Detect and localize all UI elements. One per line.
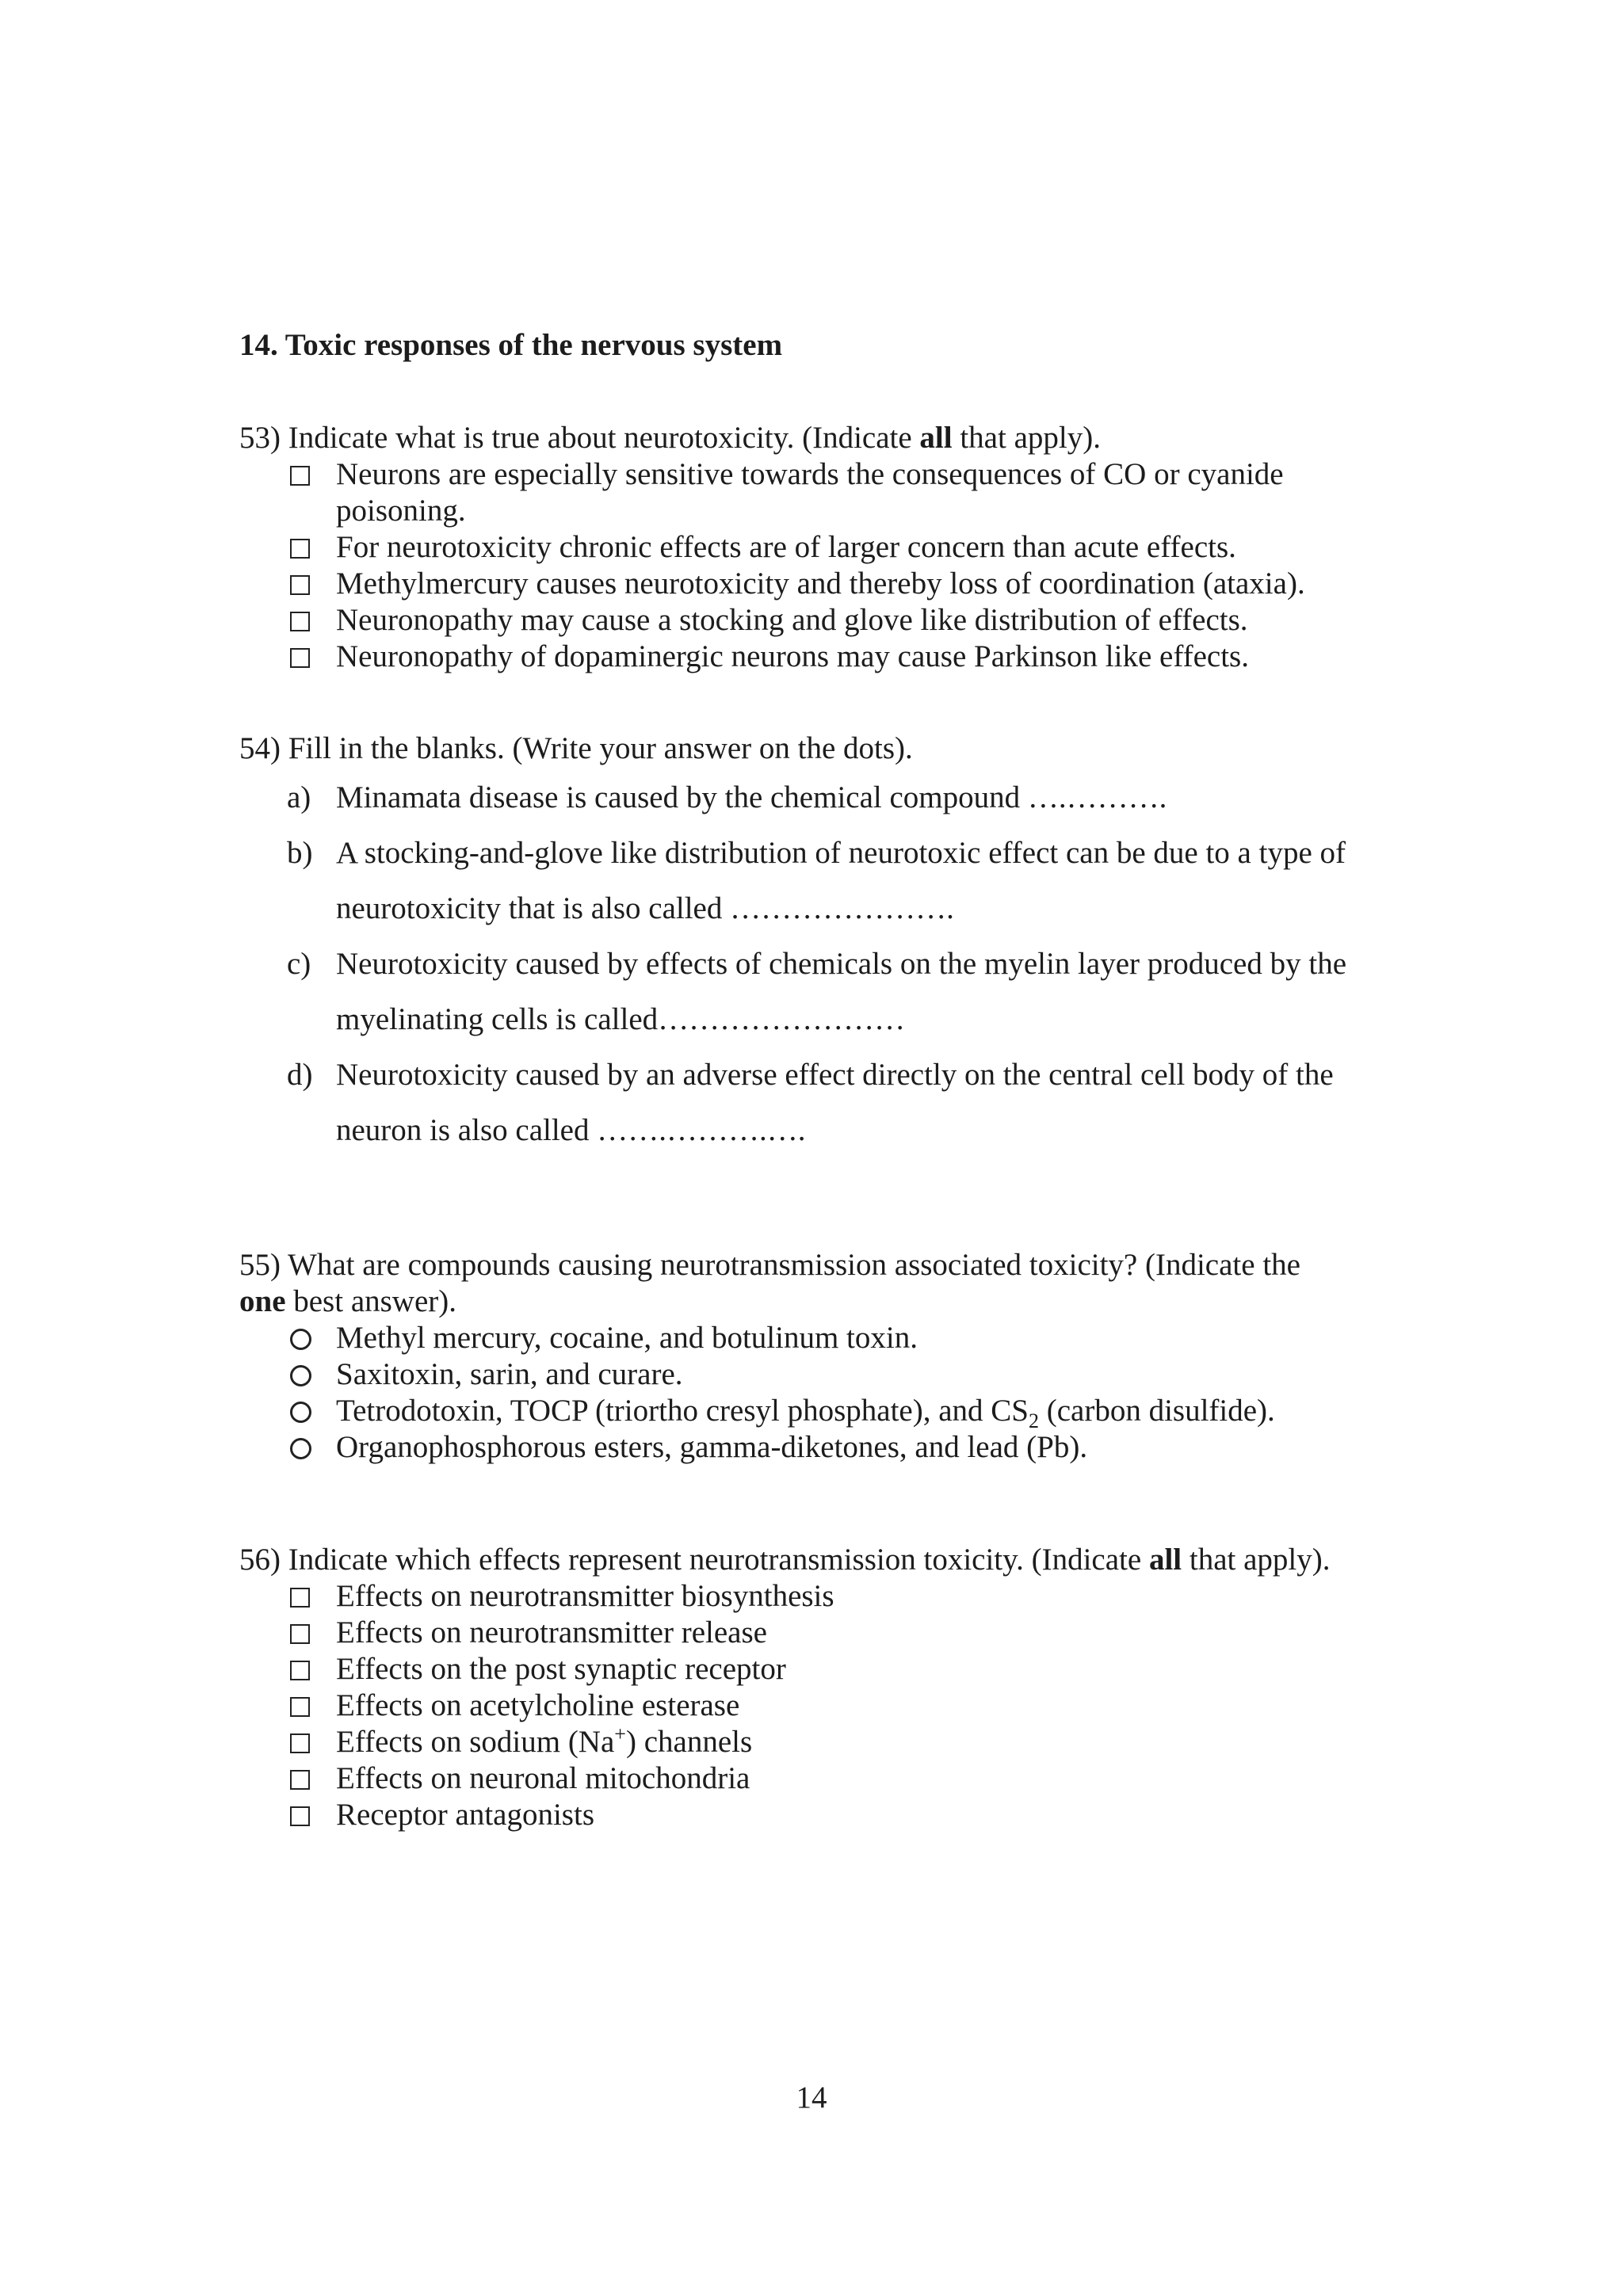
question-55-option-1: Methyl mercury, cocaine, and botulinum toxin. xyxy=(239,1320,1396,1356)
question-53-option-1: Neurons are especially sensitive towards the consequences of CO or cyanide poisoning. xyxy=(239,456,1414,529)
section-title: 14. Toxic responses of the nervous system xyxy=(239,328,783,362)
checkbox[interactable] xyxy=(290,1588,310,1608)
checkbox[interactable] xyxy=(290,1661,310,1680)
question-54-item-b: b) A stocking-and-glove like distribution of neurotoxic effect can be due to a type of neurotoxicity that is also called …………………. xyxy=(287,836,1346,925)
question-53-option-2: For neurotoxicity chronic effects are of larger concern than acute effects. xyxy=(239,529,1396,566)
checkbox[interactable] xyxy=(290,1733,310,1753)
checkbox[interactable] xyxy=(290,466,310,486)
question-53-option-4: Neuronopathy may cause a stocking and glove like distribution of effects. xyxy=(239,602,1396,639)
checkbox[interactable] xyxy=(290,575,310,595)
question-54-prompt: 54) Fill in the blanks. (Write your answer on the dots). xyxy=(239,731,913,765)
checkbox[interactable] xyxy=(290,1806,310,1826)
question-56-option-6: Effects on neuronal mitochondria xyxy=(239,1760,1396,1797)
page-number: 14 xyxy=(796,2081,827,2115)
radio-button[interactable] xyxy=(290,1438,311,1459)
question-54-item-a: a) Minamata disease is caused by the chemical compound ….………. xyxy=(287,780,1167,814)
question-56-option-2: Effects on neurotransmitter release xyxy=(239,1615,1396,1651)
radio-button[interactable] xyxy=(290,1365,311,1386)
radio-button[interactable] xyxy=(290,1329,311,1350)
question-55-prompt: 55) What are compounds causing neurotransmission associated toxicity? (Indicate the one best answer). xyxy=(239,1248,1300,1318)
question-55-option-4: Organophosphorous esters, gamma-diketones, and lead (Pb). xyxy=(239,1429,1396,1466)
question-53 xyxy=(239,420,1396,675)
checkbox[interactable] xyxy=(290,1624,310,1644)
question-56 xyxy=(239,1542,1396,1833)
question-53-option-5: Neuronopathy of dopaminergic neurons may cause Parkinson like effects. xyxy=(239,639,1396,675)
question-56-option-4: Effects on acetylcholine esterase xyxy=(239,1688,1396,1724)
question-56-prompt: 56) Indicate which effects represent neurotransmission toxicity. (Indicate all that apply). xyxy=(239,1543,1331,1577)
question-56-option-5: Effects on sodium (Na+) channels xyxy=(239,1724,1396,1760)
question-56-option-1: Effects on neurotransmitter biosynthesis xyxy=(239,1578,1396,1615)
question-55-option-3: Tetrodotoxin, TOCP (triortho cresyl phosphate), and $CS_2$ (carbon disulfide). xyxy=(239,1393,1396,1429)
checkbox[interactable] xyxy=(290,612,310,631)
question-55-option-2: Saxitoxin, sarin, and curare. xyxy=(239,1356,1396,1393)
checkbox[interactable] xyxy=(290,1770,310,1790)
checkbox[interactable] xyxy=(290,539,310,559)
question-53-option-3: Methylmercury causes neurotoxicity and thereby loss of coordination (ataxia). xyxy=(239,566,1396,602)
question-54-item-d: d) Neurotoxicity caused by an adverse effect directly on the central cell body of the neuron is also called …….……….…. xyxy=(287,1058,1334,1147)
question-54-item-c: c) Neurotoxicity caused by effects of chemicals on the myelin layer produced by the myelinating cells is called…………………… xyxy=(287,947,1347,1036)
question-55 xyxy=(239,1247,1396,1466)
question-56-option-7: Receptor antagonists xyxy=(239,1797,1396,1833)
checkbox[interactable] xyxy=(290,1697,310,1717)
question-53-prompt: 53) Indicate what is true about neurotoxicity. (Indicate all that apply). xyxy=(239,421,1101,455)
question-54 xyxy=(239,730,1396,1158)
question-56-option-3: Effects on the post synaptic receptor xyxy=(239,1651,1396,1688)
checkbox[interactable] xyxy=(290,648,310,668)
radio-button[interactable] xyxy=(290,1402,311,1423)
